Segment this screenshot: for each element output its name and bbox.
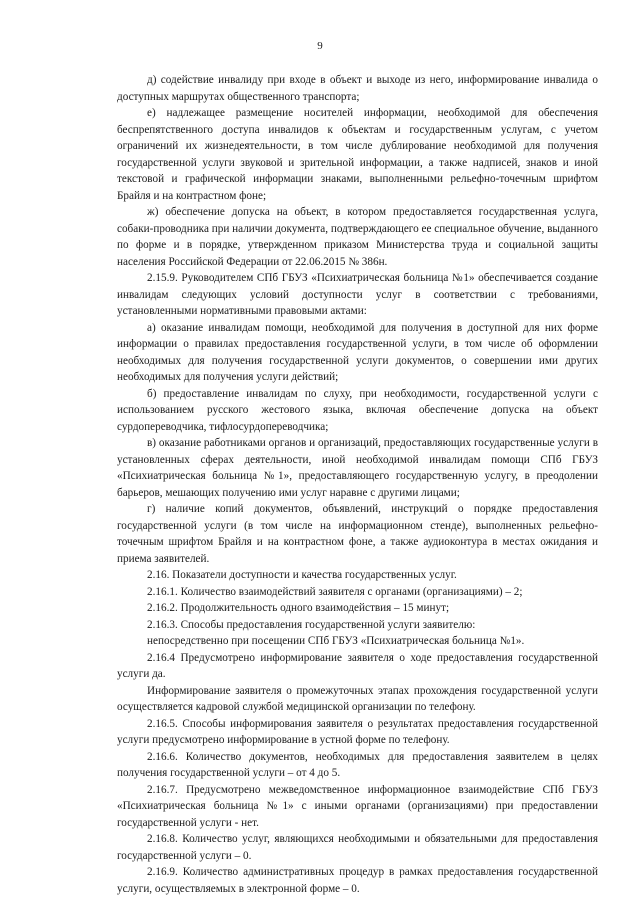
paragraph-2-16: 2.16. Показатели доступности и качества государственных услуг. (147, 569, 457, 581)
paragraph-2-16-8: 2.16.8. Количество услуг, являющихся необходимыми и обязательными для предоставления государственной услуги – 0. (117, 833, 598, 862)
paragraph-2-16-5: 2.16.5. Способы информирования заявителя о результатах предоставления государственной услуги предусмотрено информирование в устной форме по телефону. (117, 717, 598, 746)
paragraph-2-16-3: 2.16.3. Способы предоставления государственной услуги заявителю: (147, 618, 476, 631)
paragraph-e-information-media: е) надлежащее размещение носителей информации, необходимой для обеспечения беспрепятственного доступа инвалидов к объектам и государственным услугам, с учетом ограничений их жизнедеятельности, в том числе дублирование необходимой для получения государственной услуги звуковой и зрительной информации, а также надписей, знаков и иной текстовой и графической информации знаками, выполненными рельефно-точечным шрифтом Брайля и на контрастном фоне; (117, 107, 598, 202)
paragraph-2-16-1: 2.16.1. Количество взаимодействий заявителя с органами (организациями) – 2; (147, 585, 523, 598)
paragraph-2-16-7: 2.16.7. Предусмотрено межведомственное информационное взаимодействие СПб ГБУЗ «Психиатрическая больница №1» с иными органами (организациями) при предоставлении государственной услуги - нет. (117, 783, 598, 829)
paragraph-g-braille-copies: г) наличие копий документов, объявлений, инструкций о порядке предоставления государственной услуги (в том числе на информационном стенде), выполненных рельефно-точечным шрифтом Брайля и на контрастном фоне, а также аудиоконтура в местах ожидания и приема заявителей. (117, 503, 598, 565)
paragraph-a-assistance: а) оказание инвалидам помощи, необходимой для получения в доступной для них форме информации о правилах предоставления государственной услуги, в том числе об оформлении необходимых для получения государственной услуги документов, о совершении ими других необходимых для получения услуги действий; (117, 321, 598, 383)
paragraph-2-16-9: 2.16.9. Количество административных процедур в рамках предоставления государственной услуги, осуществляемых в электронной форме – 0. (117, 866, 598, 895)
paragraph-intermediate-stages: Информирование заявителя о промежуточных этапах прохождения государственной услуги осуществляется кадровой службой медицинской организации по телефону. (117, 684, 598, 713)
paragraph-2-15-9: 2.15.9. Руководителем СПб ГБУЗ «Психиатрическая больница №1» обеспечивается создание инвалидам следующих условий доступности услуг в соответствии с требованиями, установленными нормативными правовыми актами: (117, 272, 598, 317)
page-number: 9 (317, 40, 323, 52)
paragraph-v-staff-help: в) оказание работниками органов и организаций, предоставляющих государственные услуги в установленных сферах деятельности, иной необходимой инвалидам помощи СПб ГБУЗ «Психиатрическая больница №1», предоставляющего государственную услугу, в преодолении барьеров, мешающих получению ими услуг наравне с другими лицами; (117, 437, 598, 499)
paragraph-d-assistance-entry: д) содействие инвалиду при входе в объект и выходе из него, информирование инвалида о доступных маршрутах общественного транспорта; (117, 74, 598, 103)
paragraph-2-16-2: 2.16.2. Продолжительность одного взаимодействия – 15 минут; (147, 602, 450, 614)
paragraph-direct-visit: непосредственно при посещении СПб ГБУЗ «Психиатрическая больница №1». (147, 635, 525, 647)
paragraph-zh-guide-dog: ж) обеспечение допуска на объект, в котором предоставляется государственная услуга, собаки-проводника при наличии документа, подтверждающего ее специальное обучение, выданного по форме и в порядке, утвержденном приказом Министерства труда и социальной защиты населения Российской Федерации от 22.06.2015 № 386н. (117, 206, 598, 268)
paragraph-2-16-6: 2.16.6. Количество документов, необходимых для предоставления заявителем в целях получения государственной услуги – от 4 до 5. (117, 750, 598, 779)
document-body (117, 72, 598, 897)
paragraph-b-sign-language: б) предоставление инвалидам по слуху, при необходимости, государственной услуги с использованием русского жестового языка, включая обеспечение допуска на объект сурдопереводчика, тифлосурдопереводчика; (117, 387, 598, 433)
paragraph-2-16-4: 2.16.4 Предусмотрено информирование заявителя о ходе предоставления государственной услуги да. (117, 651, 598, 680)
